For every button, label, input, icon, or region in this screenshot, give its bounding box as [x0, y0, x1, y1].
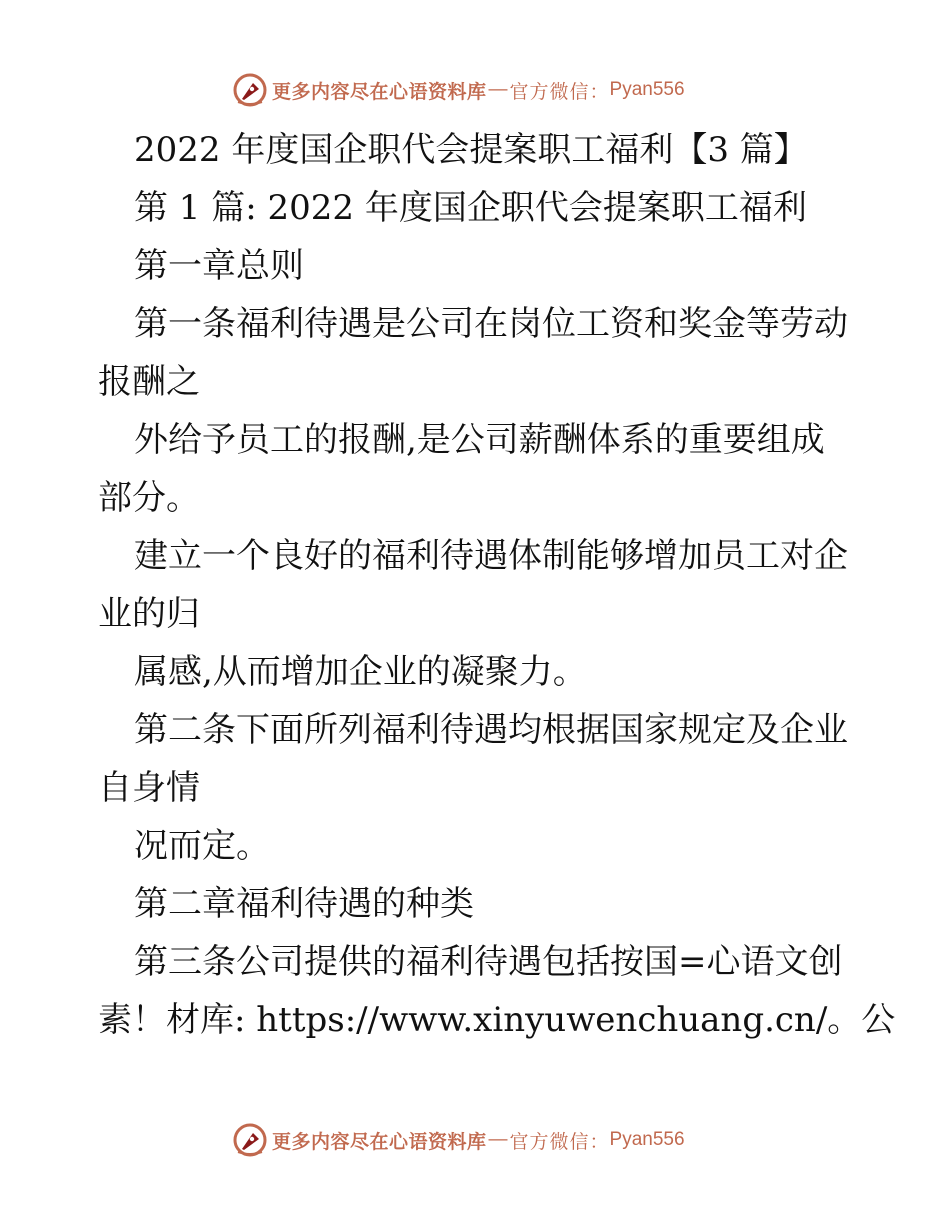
- watermark-account-label: 官方微信：: [509, 80, 610, 103]
- header-watermark: [232, 70, 722, 110]
- document-title: 2022 年度国企职代会提案职工福利【3 篇】: [134, 130, 808, 170]
- watermark-account-id: Pyan556: [609, 79, 685, 100]
- paragraph-line: 部分。: [98, 478, 200, 518]
- chapter-heading: 第二章福利待遇的种类: [134, 884, 474, 924]
- paragraph-line: 外给予员工的报酬,是公司薪酬体系的重要组成: [134, 420, 825, 460]
- document-body: [98, 121, 896, 1049]
- watermark-separator: —: [488, 79, 508, 100]
- footer-watermark: [232, 1120, 722, 1160]
- paragraph-line: 素！材库: https://www.xinyuwenchuang.cn/。公: [98, 1000, 896, 1040]
- paragraph-line: 属感,从而增加企业的凝聚力。: [134, 652, 587, 692]
- paragraph-line: 业的归: [98, 594, 200, 634]
- watermark-account-id: Pyan556: [609, 1129, 685, 1150]
- pen-nib-icon: [232, 1122, 268, 1158]
- section-heading: 第 1 篇: 2022 年度国企职代会提案职工福利: [134, 188, 807, 228]
- paragraph-line: 第三条公司提供的福利待遇包括按国=心语文创: [134, 942, 843, 982]
- paragraph-line: 第一条福利待遇是公司在岗位工资和奖金等劳动: [134, 304, 848, 344]
- pen-nib-icon: [232, 72, 268, 108]
- watermark-text: 更多内容尽在心语资料库: [272, 80, 487, 103]
- paragraph-line: 况而定。: [134, 826, 270, 866]
- watermark-account-label: 官方微信：: [509, 1130, 610, 1153]
- paragraph-line: 自身情: [98, 768, 200, 808]
- paragraph-line: 第二条下面所列福利待遇均根据国家规定及企业: [134, 710, 848, 750]
- paragraph-line: 报酬之: [98, 362, 200, 402]
- chapter-heading: 第一章总则: [134, 246, 304, 286]
- watermark-separator: —: [488, 1129, 508, 1150]
- watermark-text: 更多内容尽在心语资料库: [272, 1130, 487, 1153]
- paragraph-line: 建立一个良好的福利待遇体制能够增加员工对企: [134, 536, 848, 576]
